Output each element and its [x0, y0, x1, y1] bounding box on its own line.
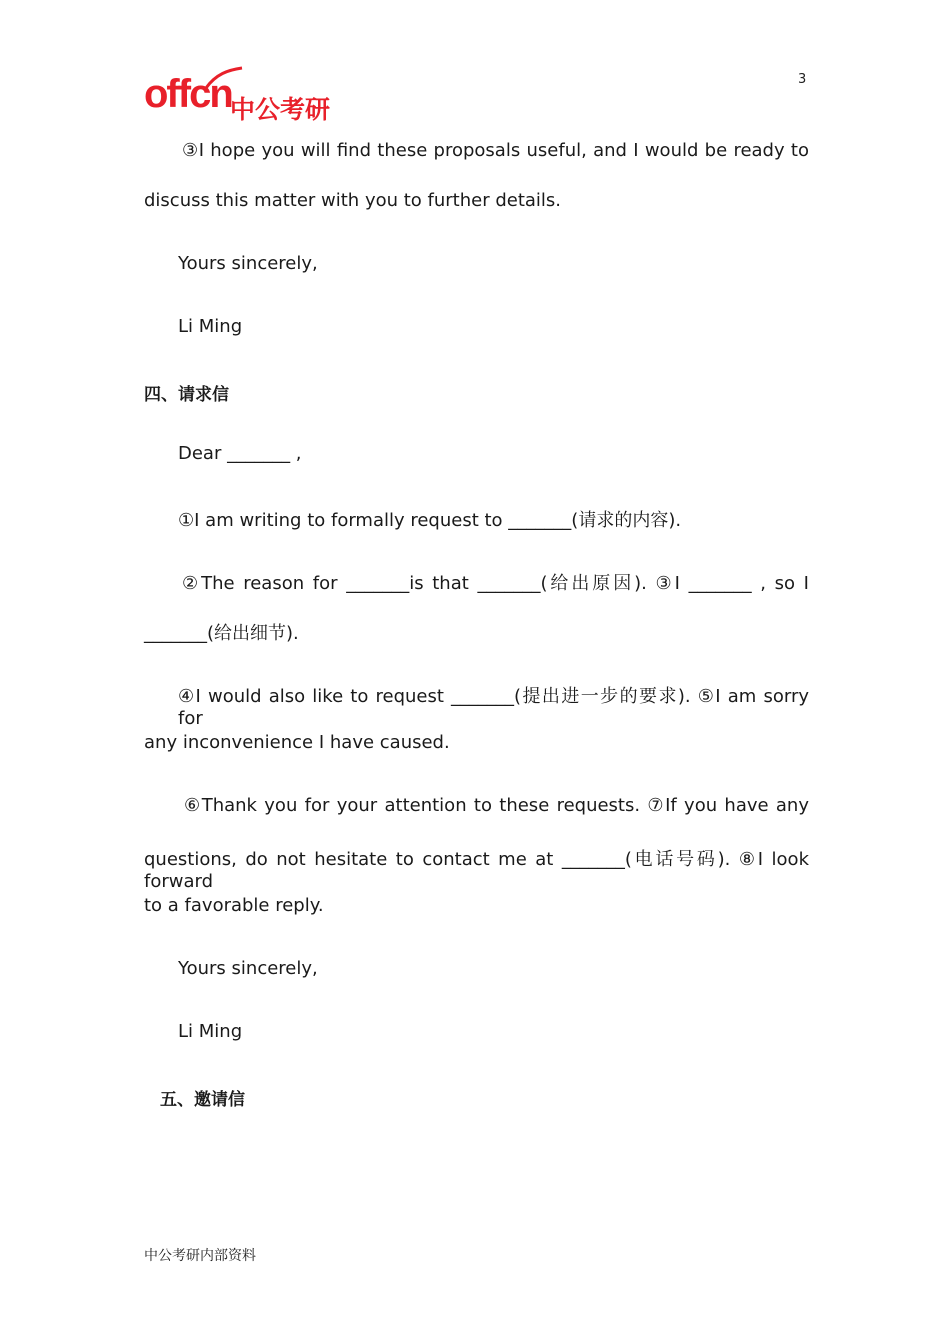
closing-line: Yours sincerely,: [178, 253, 318, 274]
paragraph-line: ③I hope you will find these proposals useful, and I would be ready to: [182, 140, 809, 161]
closing-line: Yours sincerely,: [178, 958, 318, 979]
paragraph-line: questions, do not hesitate to contact me at _______(电话号码). ⑧I look forward: [144, 849, 809, 892]
footer-text: 中公考研内部资料: [144, 1248, 256, 1264]
page-number: 3: [798, 72, 807, 87]
section-heading: 四、请求信: [144, 385, 229, 405]
paragraph-line: ④I would also like to request _______(提出进一步的要求). ⑤I am sorry for: [178, 686, 809, 729]
signature-line: Li Ming: [178, 1021, 243, 1042]
salutation-line: Dear _______ ,: [178, 443, 302, 464]
paragraph-line: to a favorable reply.: [144, 895, 324, 916]
paragraph-line: _______(给出细节).: [144, 623, 299, 644]
paragraph-line: any inconvenience I have caused.: [144, 732, 450, 753]
section-heading: 五、邀请信: [160, 1090, 245, 1110]
logo-text-en: offcn: [144, 72, 232, 116]
logo-text-cn: 中公考研: [230, 95, 331, 124]
paragraph-line: discuss this matter with you to further details.: [144, 190, 562, 211]
paragraph-line: ②The reason for _______is that _______(给出原因). ③I _______ , so I: [182, 573, 809, 594]
signature-line: Li Ming: [178, 316, 243, 337]
paragraph-line: ⑥Thank you for your attention to these requests. ⑦If you have any: [184, 795, 809, 816]
paragraph-line: ①I am writing to formally request to _______(请求的内容).: [178, 510, 682, 531]
